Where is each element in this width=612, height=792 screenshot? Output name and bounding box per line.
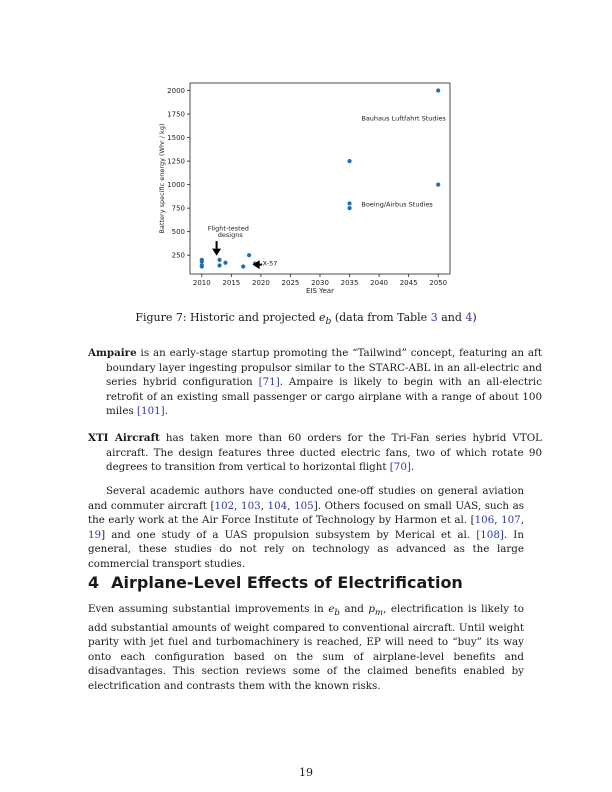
x-tick-label: 2025 [281, 279, 300, 287]
y-tick-label: 1500 [167, 134, 185, 143]
data-point [217, 258, 221, 262]
data-point [436, 183, 440, 187]
academic-text-1: Several academic authors have conducted one-off studies on general aviation and commuter aircraft [ [88, 485, 524, 512]
chart-annotations [208, 115, 447, 269]
y-tick-label: 1250 [167, 157, 185, 166]
annotation-label: Bauhaus Luftfahrt Studies [361, 114, 446, 123]
data-point [200, 260, 204, 264]
x-tick-label: 2045 [399, 279, 418, 287]
academic-text-4: . In general, these studies do not rely on technology as advanced as the large commercial transport studies. [88, 528, 524, 570]
x-tick-label: 2015 [222, 279, 241, 287]
citation-19[interactable]: 19 [88, 528, 102, 541]
x-tick-label: 2040 [370, 279, 389, 287]
section4-and: and [344, 603, 364, 615]
x-axis-label: EIS Year [306, 287, 334, 295]
section4-paragraph [88, 602, 524, 694]
citation-104[interactable]: 104 [267, 499, 288, 512]
section-title: Airplane-Level Effects of Electrification [111, 573, 463, 592]
arrow-head [253, 260, 260, 269]
plot-frame [190, 83, 450, 274]
caption-close: ) [472, 311, 477, 324]
section4-text-2: , electrification is likely to add substantial amounts of weight compared to conventional aircraft. Until weight parity with jet fuel and turbomachinery is reached, EP will need to “buy” its way onto each configuration based on the sum of airplane-level benefits and disadvantages. This section reviews some of the claimed benefits enabled by electrification and contrasts them with the known risks. [88, 603, 524, 693]
y-axis-label: Battery specific energy (Whr / kg) [158, 123, 166, 234]
data-point [347, 201, 351, 205]
caption-subscript: b [325, 316, 332, 328]
y-tick-label: 500 [171, 228, 185, 237]
data-point [217, 263, 221, 267]
annotation-label: Boeing/Airbus Studies [361, 200, 433, 209]
symbol-e: e [328, 603, 335, 615]
data-point [241, 264, 245, 268]
academic-text-3: ] and one study of a UAS propulsion subsystem by Merical et al. [101, 528, 471, 541]
ampaire-text-1: is an early-stage startup promoting the “Tailwind” concept, featuring an aft boundary layer ingesting propulsor similar to the STARC-ABL in an all-electric and series hybrid configuration [106, 347, 542, 389]
annotation-label: X-57 [262, 259, 278, 268]
academic-paragraph: Several academic authors have conducted one-off studies on general aviation and commuter aircraft [102, 103, 104, 105]. Others focused on small UAS, such as the early work at the Air Force Institute of Technology by Harmon et al. [106, 107, 19] and one study of a UAS propulsion subsystem by Merical et al. [108]. In general, these studies do not rely on technology as advanced as the large commercial transport studies. [88, 485, 525, 570]
y-tick-label: 250 [171, 251, 185, 260]
figure-caption [88, 311, 524, 327]
y-tick-label: 2000 [167, 87, 185, 96]
page-number: 19 [299, 766, 313, 779]
citation-103[interactable]: 103 [241, 499, 261, 512]
citation-71[interactable]: [71] [258, 376, 280, 389]
citation-102[interactable]: 102 [214, 499, 235, 512]
ampaire-text-2: . Ampaire is likely to begin with an all-electric retrofit of an existing small passenger or cargo airplane with a range of about 100 miles [106, 376, 542, 418]
data-point [436, 88, 440, 92]
data-point [347, 159, 351, 163]
data-point [347, 206, 351, 210]
arrow-head [212, 249, 221, 256]
caption-text-2: (data from Table [331, 311, 428, 324]
table-ref-3[interactable]: 3 [430, 311, 438, 324]
xti-paragraph [88, 431, 542, 475]
y-tick-label: 1000 [167, 181, 185, 190]
xti-term: XTI Aircraft [88, 432, 160, 444]
ampaire-paragraph [88, 346, 542, 419]
section-heading [88, 573, 463, 592]
symbol-p-sub: m [374, 608, 384, 619]
citation-70[interactable]: [70] [389, 461, 411, 474]
data-point [247, 253, 251, 257]
symbol-e-sub: b [334, 608, 340, 619]
y-tick-label: 1750 [167, 110, 185, 119]
section4-text-1: Even assuming substantial improvements in [88, 603, 324, 615]
section-number: 4 [88, 573, 100, 592]
annotation-label: Flight-tested [207, 224, 249, 233]
symbol-p: p [368, 603, 375, 615]
table-ref-4[interactable]: 4 [465, 311, 473, 324]
ampaire-term: Ampaire [88, 347, 137, 359]
xti-text-2: . [410, 461, 415, 474]
y-tick-label: 750 [171, 204, 185, 213]
caption-text: Figure 7: Historic and projected [135, 311, 316, 324]
academic-text-2: ]. Others focused on small UAS, such as the early work at the Air Force Institute of Technology by Harmon et al. [ [88, 499, 525, 527]
x-tick-label: 2030 [311, 279, 329, 287]
citation-101[interactable]: [101] [137, 405, 165, 418]
x-tick-label: 2050 [429, 279, 448, 287]
caption-symbol: e [318, 311, 326, 324]
citation-106[interactable]: 106 [474, 514, 495, 527]
citation-108[interactable]: [108] [476, 528, 504, 541]
xti-text-1: has taken more than 60 orders for the Tri-Fan series hybrid VTOL aircraft. The design features three ducted electric fans, two of which rotate 90 degrees to transition from vertical to horizontal flight [106, 432, 542, 474]
battery-energy-chart [150, 80, 460, 300]
citation-105[interactable]: 105 [294, 499, 314, 512]
data-point [200, 264, 204, 268]
x-tick-label: 2035 [340, 279, 359, 287]
x-tick-label: 2020 [251, 279, 270, 287]
annotation-label: designs [217, 230, 243, 239]
x-tick-label: 2010 [192, 279, 211, 287]
ampaire-text-3: . [164, 405, 168, 418]
caption-and: and [441, 311, 462, 324]
citation-107[interactable]: 107 [501, 514, 521, 527]
data-point [223, 261, 227, 265]
